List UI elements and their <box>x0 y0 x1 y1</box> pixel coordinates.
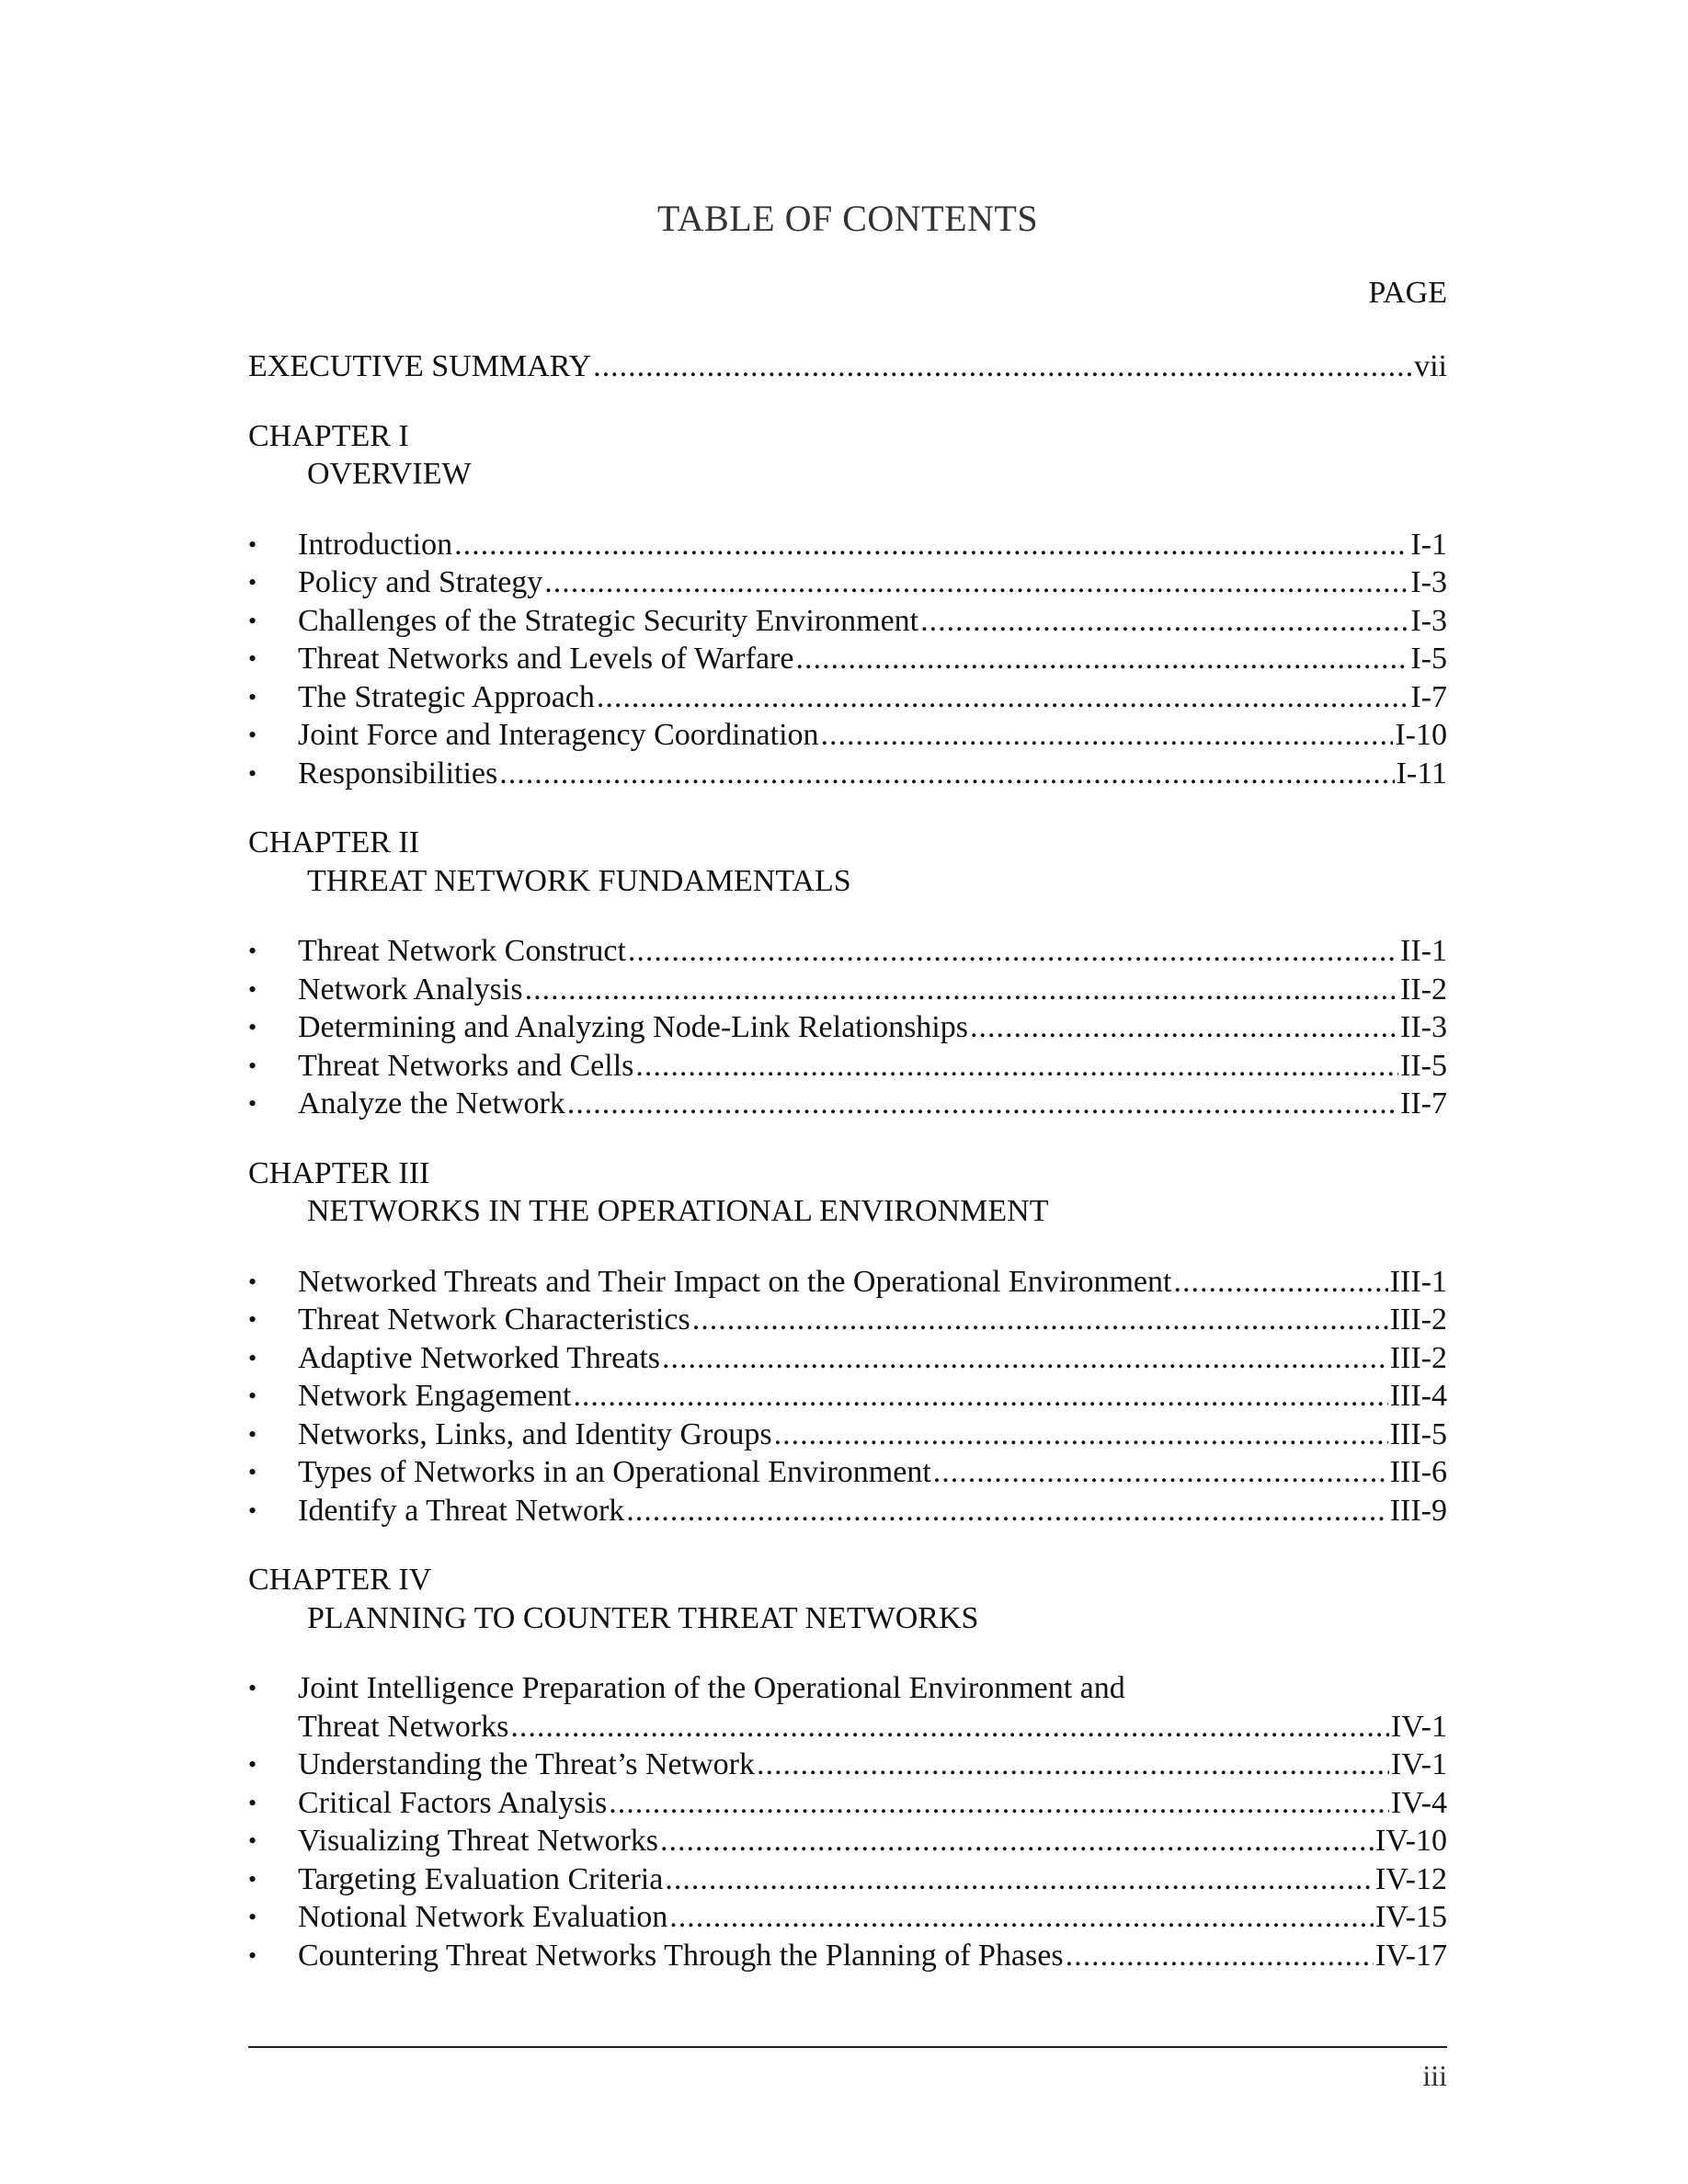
toc-entry-page: II-7 <box>1400 1086 1447 1120</box>
toc-entry-label: Visualizing Threat Networks <box>298 1824 659 1858</box>
toc-entry[interactable] <box>248 1937 1447 1975</box>
toc-entry[interactable] <box>248 526 1447 564</box>
chapter-title: OVERVIEW <box>307 457 472 491</box>
bullet-icon: • <box>248 1052 257 1079</box>
bullet-icon: • <box>248 1941 257 1969</box>
toc-entry-row <box>298 1708 1447 1746</box>
chapter-entry-list <box>248 1669 1447 1974</box>
chapter-heading: CHAPTER II <box>248 825 420 859</box>
bullet-icon: • <box>248 569 257 596</box>
toc-entry-label-continued: Threat Networks <box>298 1709 509 1744</box>
toc-entry-row <box>298 1898 1447 1937</box>
toc-entry-row <box>298 1453 1447 1492</box>
toc-entry-row <box>298 1377 1447 1416</box>
toc-entry-label: Targeting Evaluation Criteria <box>298 1861 664 1896</box>
dot-leader <box>970 1008 1398 1047</box>
toc-entry-page: IV-17 <box>1374 1938 1447 1973</box>
toc-entry[interactable] <box>248 1746 1447 1784</box>
toc-entry[interactable] <box>248 1784 1447 1823</box>
toc-entry-label: Network Analysis <box>298 972 523 1007</box>
dot-leader <box>593 347 1412 386</box>
toc-entry-row <box>298 1746 1447 1784</box>
toc-entry-label: Determining and Analyzing Node-Link Relationships <box>298 1010 968 1044</box>
dot-leader <box>757 1746 1389 1784</box>
toc-entry-row <box>298 640 1447 678</box>
dot-leader <box>692 1301 1388 1339</box>
toc-entry[interactable] <box>248 1008 1447 1047</box>
dot-leader <box>1066 1937 1374 1975</box>
toc-entry-label: Threat Network Characteristics <box>298 1302 690 1337</box>
toc-entry-row <box>298 1784 1447 1823</box>
dot-leader <box>795 640 1409 678</box>
dot-leader <box>635 1047 1398 1086</box>
toc-entry-page: III-2 <box>1389 1340 1447 1375</box>
toc-entry[interactable] <box>248 1085 1447 1123</box>
bullet-icon: • <box>248 1382 257 1409</box>
dot-leader <box>774 1416 1388 1454</box>
bullet-icon: • <box>248 645 257 672</box>
toc-entry-page: I-11 <box>1396 756 1447 791</box>
toc-entry[interactable] <box>248 678 1447 717</box>
dot-leader <box>525 971 1398 1009</box>
toc-entry-row <box>298 1492 1447 1530</box>
dot-leader <box>933 1453 1388 1492</box>
toc-entry-row <box>298 932 1447 971</box>
toc-entry-page: I-5 <box>1410 642 1447 676</box>
dot-leader <box>609 1784 1389 1823</box>
toc-entry-page: III-2 <box>1389 1302 1447 1337</box>
bullet-icon: • <box>248 530 257 558</box>
toc-entry-label: Challenges of the Strategic Security Environment <box>298 603 919 638</box>
toc-entry-label: Analyze the Network <box>298 1086 565 1120</box>
chapter-entry-list <box>248 1263 1447 1530</box>
toc-entry[interactable] <box>248 602 1447 641</box>
toc-entry-row <box>298 1860 1447 1899</box>
toc-entry[interactable] <box>248 1669 1447 1746</box>
toc-entry[interactable] <box>248 971 1447 1009</box>
toc-entry[interactable] <box>248 1822 1447 1860</box>
toc-entry-label: Understanding the Threat’s Network <box>298 1747 755 1781</box>
chapter-title: THREAT NETWORK FUNDAMENTALS <box>307 863 851 898</box>
toc-entry-page: II-1 <box>1400 934 1447 968</box>
footer-divider <box>248 2046 1447 2048</box>
bullet-icon: • <box>248 1865 257 1893</box>
toc-entry-page: vii <box>1414 349 1447 383</box>
dot-leader <box>1173 1263 1387 1302</box>
toc-entry-page: III-4 <box>1389 1379 1447 1413</box>
dot-leader <box>597 678 1409 717</box>
toc-entry[interactable] <box>248 563 1447 602</box>
chapters-container <box>248 417 1447 1975</box>
toc-entry-page: I-10 <box>1395 718 1447 752</box>
toc-entry-label: EXECUTIVE SUMMARY <box>248 349 592 383</box>
toc-entry-label: Policy and Strategy <box>298 565 543 599</box>
toc-entry-label: Adaptive Networked Threats <box>298 1340 661 1375</box>
footer-page-number: iii <box>1422 2059 1447 2092</box>
toc-entry-label: Network Engagement <box>298 1379 572 1413</box>
toc-entry-row <box>298 1339 1447 1378</box>
toc-entry-page: III-6 <box>1389 1455 1447 1489</box>
toc-entry-page: IV-1 <box>1390 1709 1447 1744</box>
toc-entry-page: II-5 <box>1400 1048 1447 1083</box>
toc-entry[interactable] <box>248 1860 1447 1899</box>
toc-entry-row <box>298 602 1447 641</box>
bullet-icon: • <box>248 759 257 787</box>
toc-entry[interactable] <box>248 1339 1447 1378</box>
toc-entry-label: Threat Network Construct <box>298 934 626 968</box>
toc-entry-row <box>298 1301 1447 1339</box>
dot-leader <box>567 1085 1398 1123</box>
dot-leader <box>628 932 1398 971</box>
toc-entry-row <box>298 678 1447 717</box>
toc-entry[interactable] <box>248 755 1447 793</box>
dot-leader <box>920 602 1409 641</box>
toc-entry[interactable] <box>248 716 1447 755</box>
chapter-heading: CHAPTER III <box>248 1155 430 1190</box>
dot-leader <box>665 1860 1374 1899</box>
bullet-icon: • <box>248 607 257 634</box>
dot-leader <box>669 1898 1374 1937</box>
toc-entry-row <box>298 563 1447 602</box>
chapter-entry-list <box>248 932 1447 1123</box>
toc-entry-row <box>298 1047 1447 1086</box>
toc-entry-label: Joint Intelligence Preparation of the Operational Environment and <box>298 1671 1125 1705</box>
dot-leader <box>660 1822 1374 1860</box>
toc-entry-row <box>298 755 1447 793</box>
toc-entry[interactable] <box>248 1263 1447 1302</box>
dot-leader <box>454 526 1409 564</box>
chapter-entry-list <box>248 526 1447 793</box>
chapter-heading: CHAPTER I <box>248 418 409 453</box>
bullet-icon: • <box>248 975 257 1003</box>
toc-entry-page: III-9 <box>1389 1493 1447 1528</box>
bullet-icon: • <box>248 1751 257 1778</box>
toc-entry-row <box>298 1008 1447 1047</box>
dot-leader <box>626 1492 1387 1530</box>
toc-entry-label: Joint Force and Interagency Coordination <box>298 718 819 752</box>
toc-entry-label: Threat Networks and Levels of Warfare <box>298 642 794 676</box>
toc-entry[interactable] <box>248 1492 1447 1530</box>
chapter-heading: CHAPTER IV <box>248 1563 432 1597</box>
toc-entry-page: II-2 <box>1400 972 1447 1007</box>
bullet-icon: • <box>248 1306 257 1333</box>
toc-entry-page: III-5 <box>1389 1416 1447 1451</box>
toc-entry-label: Critical Factors Analysis <box>298 1785 608 1820</box>
toc-entry-page: I-3 <box>1410 565 1447 599</box>
bullet-icon: • <box>248 1459 257 1485</box>
bullet-icon: • <box>248 1268 257 1295</box>
bullet-icon: • <box>248 1014 257 1041</box>
toc-entry-label: Threat Networks and Cells <box>298 1048 634 1083</box>
toc-entry-page: II-3 <box>1400 1010 1447 1044</box>
toc-entry-page: I-1 <box>1410 527 1447 562</box>
dot-leader <box>544 563 1409 602</box>
bullet-icon: • <box>248 938 257 964</box>
toc-entry-label: Notional Network Evaluation <box>298 1900 668 1934</box>
toc-entry-executive-summary[interactable] <box>248 347 1447 386</box>
toc-entry-page: IV-10 <box>1374 1824 1447 1858</box>
toc-entry-page: IV-15 <box>1374 1900 1447 1934</box>
toc-entry-label: Networked Threats and Their Impact on the Operational Environment <box>298 1264 1172 1299</box>
toc-entry-page: IV-1 <box>1390 1747 1447 1781</box>
dot-leader <box>573 1377 1387 1416</box>
toc-entry[interactable] <box>248 932 1447 971</box>
toc-entry[interactable] <box>248 1377 1447 1416</box>
toc-entry-page: IV-12 <box>1374 1861 1447 1896</box>
dot-leader <box>662 1339 1388 1378</box>
toc-entry-page: I-3 <box>1410 603 1447 638</box>
toc-entry-label: Networks, Links, and Identity Groups <box>298 1416 772 1451</box>
bullet-icon: • <box>248 1496 257 1524</box>
toc-entry-row <box>298 526 1447 564</box>
chapter-title: NETWORKS IN THE OPERATIONAL ENVIRONMENT <box>307 1194 1049 1228</box>
bullet-icon: • <box>248 1904 257 1930</box>
page-column-label: PAGE <box>1368 276 1447 310</box>
toc-entry-page: IV-4 <box>1390 1785 1447 1820</box>
dot-leader <box>499 755 1394 793</box>
toc-entry-row <box>298 971 1447 1009</box>
bullet-icon: • <box>248 722 257 748</box>
bullet-icon: • <box>248 1344 257 1371</box>
toc-entry-page: III-1 <box>1389 1264 1447 1299</box>
toc-entry-label: Types of Networks in an Operational Environment <box>298 1455 931 1489</box>
bullet-icon: • <box>248 683 257 711</box>
table-of-contents <box>248 347 1447 1974</box>
dot-leader <box>821 716 1394 755</box>
bullet-icon: • <box>248 1675 257 1701</box>
chapter-title: PLANNING TO COUNTER THREAT NETWORKS <box>307 1600 979 1635</box>
toc-entry[interactable] <box>248 1453 1447 1492</box>
bullet-icon: • <box>248 1090 257 1117</box>
toc-entry[interactable] <box>248 1047 1447 1086</box>
toc-entry-label: Responsibilities <box>298 756 498 791</box>
toc-entry[interactable] <box>248 1416 1447 1454</box>
toc-entry-label: Identify a Threat Network <box>298 1493 625 1528</box>
toc-entry-row <box>298 716 1447 755</box>
bullet-icon: • <box>248 1789 257 1816</box>
toc-entry-row <box>298 1263 1447 1302</box>
toc-entry[interactable] <box>248 1898 1447 1937</box>
dot-leader <box>510 1708 1389 1746</box>
toc-entry-label: Countering Threat Networks Through the Planning of Phases <box>298 1938 1064 1973</box>
bullet-icon: • <box>248 1827 257 1854</box>
page-title: TABLE OF CONTENTS <box>656 198 1039 239</box>
toc-entry-row <box>298 1416 1447 1454</box>
bullet-icon: • <box>248 1420 257 1448</box>
toc-entry-label: The Strategic Approach <box>298 679 595 714</box>
toc-entry-page: I-7 <box>1410 679 1447 714</box>
toc-entry-row <box>298 1937 1447 1975</box>
toc-entry-label: Introduction <box>298 527 453 562</box>
toc-entry[interactable] <box>248 640 1447 678</box>
document-page <box>248 0 1447 2184</box>
toc-entry-row <box>298 1822 1447 1860</box>
toc-entry[interactable] <box>248 1301 1447 1339</box>
toc-entry-row <box>298 1085 1447 1123</box>
